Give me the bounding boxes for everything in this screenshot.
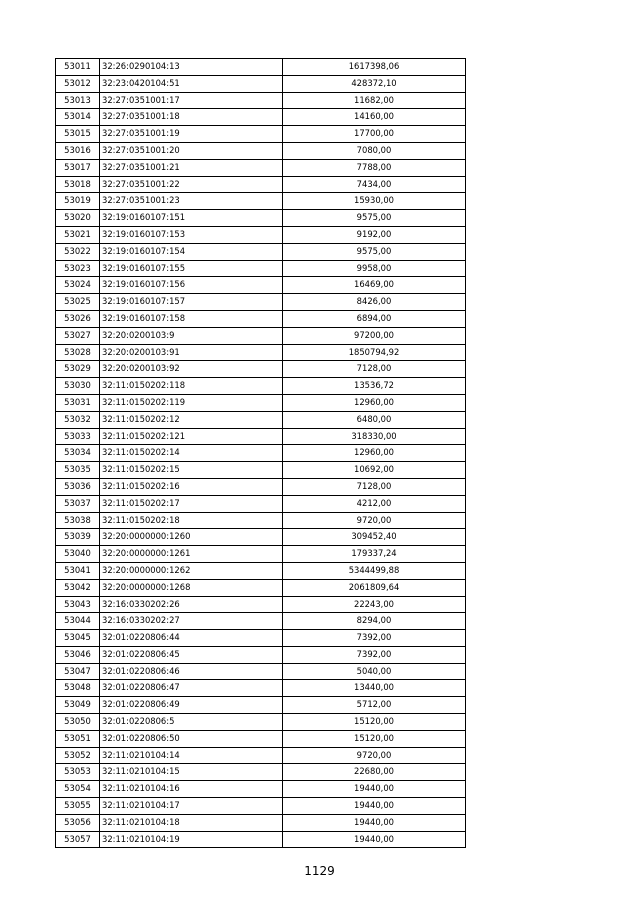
row-number-cell: 53029 xyxy=(56,361,100,378)
cadastral-number-cell: 32:11:0210104:19 xyxy=(100,831,283,848)
row-number-cell: 53012 xyxy=(56,75,100,92)
table-row xyxy=(56,411,466,428)
value-cell: 13536,72 xyxy=(283,378,466,395)
value-cell: 9575,00 xyxy=(283,210,466,227)
cadastral-number-cell: 32:27:0351001:18 xyxy=(100,109,283,126)
row-number-cell: 53022 xyxy=(56,243,100,260)
row-number-cell: 53019 xyxy=(56,193,100,210)
value-cell: 97200,00 xyxy=(283,327,466,344)
table-row xyxy=(56,159,466,176)
cadastral-number-cell: 32:01:0220806:47 xyxy=(100,680,283,697)
cadastral-number-cell: 32:16:0330202:27 xyxy=(100,613,283,630)
cadastral-number-cell: 32:27:0351001:22 xyxy=(100,176,283,193)
cadastral-number-cell: 32:01:0220806:50 xyxy=(100,730,283,747)
value-cell: 5712,00 xyxy=(283,697,466,714)
row-number-cell: 53014 xyxy=(56,109,100,126)
table-row xyxy=(56,646,466,663)
value-cell: 4212,00 xyxy=(283,495,466,512)
value-cell: 17700,00 xyxy=(283,126,466,143)
row-number-cell: 53015 xyxy=(56,126,100,143)
table-row xyxy=(56,92,466,109)
cadastral-number-cell: 32:11:0150202:16 xyxy=(100,478,283,495)
table-row xyxy=(56,495,466,512)
cadastral-number-cell: 32:11:0150202:17 xyxy=(100,495,283,512)
cadastral-number-cell: 32:16:0330202:26 xyxy=(100,596,283,613)
value-cell: 19440,00 xyxy=(283,798,466,815)
table-row xyxy=(56,596,466,613)
value-cell: 7392,00 xyxy=(283,646,466,663)
cadastral-number-cell: 32:19:0160107:153 xyxy=(100,226,283,243)
row-number-cell: 53021 xyxy=(56,226,100,243)
cadastral-number-cell: 32:01:0220806:5 xyxy=(100,714,283,731)
row-number-cell: 53040 xyxy=(56,546,100,563)
value-cell: 19440,00 xyxy=(283,814,466,831)
row-number-cell: 53046 xyxy=(56,646,100,663)
table-row xyxy=(56,59,466,76)
value-cell: 19440,00 xyxy=(283,781,466,798)
row-number-cell: 53057 xyxy=(56,831,100,848)
row-number-cell: 53044 xyxy=(56,613,100,630)
table-row xyxy=(56,697,466,714)
table-row xyxy=(56,814,466,831)
table-row xyxy=(56,730,466,747)
row-number-cell: 53050 xyxy=(56,714,100,731)
cadastral-number-cell: 32:19:0160107:154 xyxy=(100,243,283,260)
table-row xyxy=(56,831,466,848)
cadastral-number-cell: 32:19:0160107:156 xyxy=(100,277,283,294)
cadastral-number-cell: 32:11:0150202:15 xyxy=(100,462,283,479)
value-cell: 10692,00 xyxy=(283,462,466,479)
row-number-cell: 53052 xyxy=(56,747,100,764)
value-cell: 6480,00 xyxy=(283,411,466,428)
value-cell: 22243,00 xyxy=(283,596,466,613)
table-row xyxy=(56,798,466,815)
table-row xyxy=(56,512,466,529)
row-number-cell: 53042 xyxy=(56,579,100,596)
value-cell: 8294,00 xyxy=(283,613,466,630)
table-row xyxy=(56,193,466,210)
cadastral-number-cell: 32:01:0220806:46 xyxy=(100,663,283,680)
value-cell: 9575,00 xyxy=(283,243,466,260)
cadastral-number-cell: 32:20:0000000:1260 xyxy=(100,529,283,546)
table-row xyxy=(56,327,466,344)
value-cell: 13440,00 xyxy=(283,680,466,697)
cadastral-number-cell: 32:20:0000000:1261 xyxy=(100,546,283,563)
cadastral-number-cell: 32:26:0290104:13 xyxy=(100,59,283,76)
row-number-cell: 53036 xyxy=(56,478,100,495)
row-number-cell: 53032 xyxy=(56,411,100,428)
cadastral-number-cell: 32:11:0150202:12 xyxy=(100,411,283,428)
value-cell: 9720,00 xyxy=(283,512,466,529)
row-number-cell: 53053 xyxy=(56,764,100,781)
row-number-cell: 53047 xyxy=(56,663,100,680)
row-number-cell: 53034 xyxy=(56,445,100,462)
table-row xyxy=(56,126,466,143)
table-row xyxy=(56,546,466,563)
cadastral-number-cell: 32:27:0351001:17 xyxy=(100,92,283,109)
table-row xyxy=(56,630,466,647)
row-number-cell: 53024 xyxy=(56,277,100,294)
value-cell: 15930,00 xyxy=(283,193,466,210)
value-cell: 7128,00 xyxy=(283,478,466,495)
row-number-cell: 53025 xyxy=(56,294,100,311)
value-cell: 9720,00 xyxy=(283,747,466,764)
row-number-cell: 53026 xyxy=(56,310,100,327)
table-row xyxy=(56,579,466,596)
row-number-cell: 53018 xyxy=(56,176,100,193)
table-row xyxy=(56,226,466,243)
table-row xyxy=(56,445,466,462)
cadastral-number-cell: 32:11:0210104:17 xyxy=(100,798,283,815)
row-number-cell: 53013 xyxy=(56,92,100,109)
value-cell: 2061809,64 xyxy=(283,579,466,596)
table-row xyxy=(56,344,466,361)
table-row xyxy=(56,75,466,92)
cadastral-number-cell: 32:11:0150202:119 xyxy=(100,394,283,411)
row-number-cell: 53055 xyxy=(56,798,100,815)
value-cell: 19440,00 xyxy=(283,831,466,848)
cadastral-number-cell: 32:20:0200103:91 xyxy=(100,344,283,361)
row-number-cell: 53051 xyxy=(56,730,100,747)
cadastral-number-cell: 32:20:0000000:1268 xyxy=(100,579,283,596)
table-row xyxy=(56,747,466,764)
row-number-cell: 53016 xyxy=(56,142,100,159)
row-number-cell: 53041 xyxy=(56,562,100,579)
table-row xyxy=(56,781,466,798)
table-row xyxy=(56,680,466,697)
row-number-cell: 53049 xyxy=(56,697,100,714)
cadastral-number-cell: 32:27:0351001:21 xyxy=(100,159,283,176)
row-number-cell: 53043 xyxy=(56,596,100,613)
row-number-cell: 53031 xyxy=(56,394,100,411)
row-number-cell: 53030 xyxy=(56,378,100,395)
cadastral-number-cell: 32:27:0351001:19 xyxy=(100,126,283,143)
cadastral-number-cell: 32:11:0150202:18 xyxy=(100,512,283,529)
cadastral-number-cell: 32:23:0420104:51 xyxy=(100,75,283,92)
cadastral-number-cell: 32:27:0351001:23 xyxy=(100,193,283,210)
cadastral-number-cell: 32:11:0210104:18 xyxy=(100,814,283,831)
table-row xyxy=(56,210,466,227)
cadastral-number-cell: 32:01:0220806:49 xyxy=(100,697,283,714)
value-cell: 5344499,88 xyxy=(283,562,466,579)
table-row xyxy=(56,294,466,311)
table-row xyxy=(56,714,466,731)
cadastral-number-cell: 32:27:0351001:20 xyxy=(100,142,283,159)
table-row xyxy=(56,613,466,630)
cadastral-number-cell: 32:19:0160107:158 xyxy=(100,310,283,327)
table-row xyxy=(56,764,466,781)
row-number-cell: 53038 xyxy=(56,512,100,529)
value-cell: 428372,10 xyxy=(283,75,466,92)
cadastral-number-cell: 32:19:0160107:157 xyxy=(100,294,283,311)
table-row xyxy=(56,109,466,126)
table-row xyxy=(56,562,466,579)
row-number-cell: 53054 xyxy=(56,781,100,798)
table-row xyxy=(56,428,466,445)
table-row xyxy=(56,243,466,260)
value-cell: 7434,00 xyxy=(283,176,466,193)
value-cell: 7392,00 xyxy=(283,630,466,647)
table-row xyxy=(56,462,466,479)
cadastral-number-cell: 32:11:0150202:14 xyxy=(100,445,283,462)
table-row xyxy=(56,260,466,277)
cadastral-number-cell: 32:11:0150202:118 xyxy=(100,378,283,395)
cadastral-number-cell: 32:20:0000000:1262 xyxy=(100,562,283,579)
value-cell: 1617398,06 xyxy=(283,59,466,76)
table-row xyxy=(56,176,466,193)
row-number-cell: 53037 xyxy=(56,495,100,512)
cadastral-number-cell: 32:19:0160107:155 xyxy=(100,260,283,277)
value-cell: 9958,00 xyxy=(283,260,466,277)
cadastral-number-cell: 32:11:0210104:15 xyxy=(100,764,283,781)
value-cell: 9192,00 xyxy=(283,226,466,243)
row-number-cell: 53027 xyxy=(56,327,100,344)
value-cell: 318330,00 xyxy=(283,428,466,445)
cadastral-number-cell: 32:01:0220806:45 xyxy=(100,646,283,663)
cadastral-number-cell: 32:11:0150202:121 xyxy=(100,428,283,445)
row-number-cell: 53045 xyxy=(56,630,100,647)
row-number-cell: 53035 xyxy=(56,462,100,479)
table-row xyxy=(56,277,466,294)
value-cell: 11682,00 xyxy=(283,92,466,109)
row-number-cell: 53048 xyxy=(56,680,100,697)
row-number-cell: 53023 xyxy=(56,260,100,277)
value-cell: 1850794,92 xyxy=(283,344,466,361)
table-row xyxy=(56,378,466,395)
cadastral-number-cell: 32:01:0220806:44 xyxy=(100,630,283,647)
cadastral-number-cell: 32:20:0200103:9 xyxy=(100,327,283,344)
table-row xyxy=(56,310,466,327)
table-row xyxy=(56,478,466,495)
value-cell: 16469,00 xyxy=(283,277,466,294)
value-cell: 22680,00 xyxy=(283,764,466,781)
table-row xyxy=(56,663,466,680)
row-number-cell: 53033 xyxy=(56,428,100,445)
row-number-cell: 53011 xyxy=(56,59,100,76)
row-number-cell: 53028 xyxy=(56,344,100,361)
value-cell: 309452,40 xyxy=(283,529,466,546)
cadastral-number-cell: 32:11:0210104:16 xyxy=(100,781,283,798)
value-cell: 6894,00 xyxy=(283,310,466,327)
row-number-cell: 53020 xyxy=(56,210,100,227)
value-cell: 7128,00 xyxy=(283,361,466,378)
cadastral-number-cell: 32:19:0160107:151 xyxy=(100,210,283,227)
cadastral-number-cell: 32:11:0210104:14 xyxy=(100,747,283,764)
row-number-cell: 53017 xyxy=(56,159,100,176)
page-number: 1129 xyxy=(304,864,335,878)
cadastral-value-table xyxy=(55,58,466,848)
value-cell: 7080,00 xyxy=(283,142,466,159)
table-row xyxy=(56,394,466,411)
table-body xyxy=(56,59,466,848)
row-number-cell: 53039 xyxy=(56,529,100,546)
table-row xyxy=(56,361,466,378)
value-cell: 15120,00 xyxy=(283,714,466,731)
value-cell: 12960,00 xyxy=(283,394,466,411)
value-cell: 179337,24 xyxy=(283,546,466,563)
table-row xyxy=(56,529,466,546)
table-row xyxy=(56,142,466,159)
row-number-cell: 53056 xyxy=(56,814,100,831)
cadastral-number-cell: 32:20:0200103:92 xyxy=(100,361,283,378)
value-cell: 15120,00 xyxy=(283,730,466,747)
value-cell: 8426,00 xyxy=(283,294,466,311)
value-cell: 5040,00 xyxy=(283,663,466,680)
value-cell: 7788,00 xyxy=(283,159,466,176)
value-cell: 12960,00 xyxy=(283,445,466,462)
value-cell: 14160,00 xyxy=(283,109,466,126)
